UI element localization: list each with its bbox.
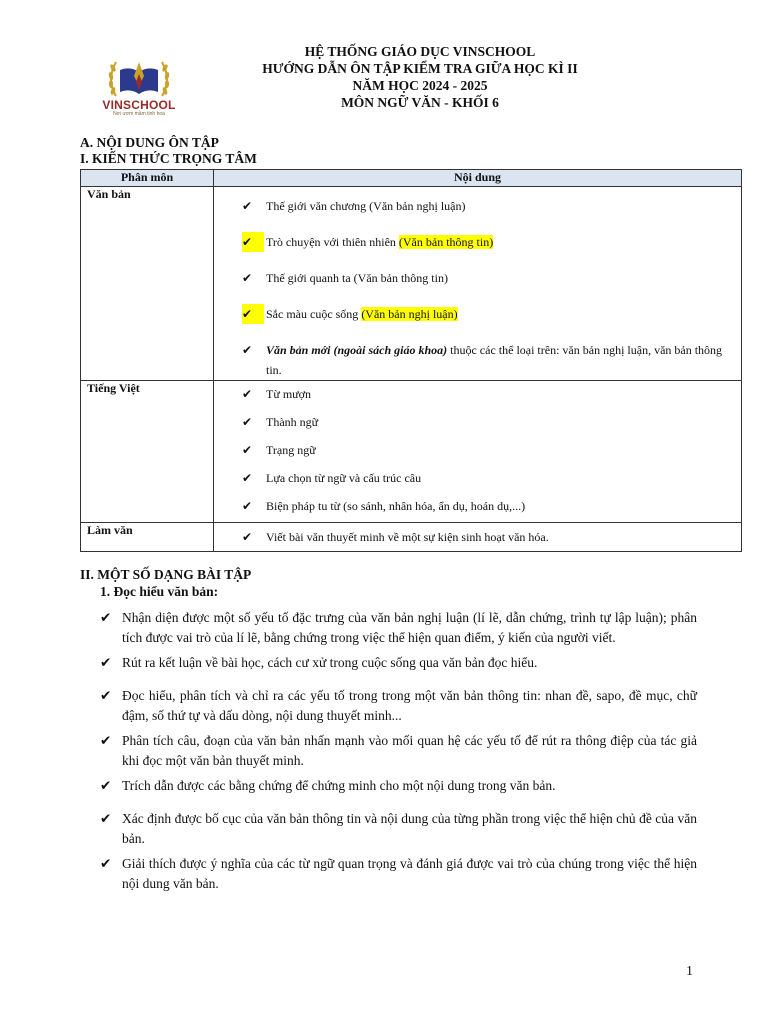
check-icon: ✔ xyxy=(100,655,112,670)
list-item: ✔ Đọc hiểu, phân tích và chỉ ra các yếu tố trong trong một văn bản thông tin: nhan đề, sapo, đề mục, chữ đậm, số thứ tự và dấu dòng, nội dung thuyết minh... xyxy=(100,688,697,723)
check-icon: ✔ xyxy=(100,811,112,826)
check-icon: ✔ xyxy=(100,856,112,871)
table-row xyxy=(81,187,742,381)
check-icon: ✔ xyxy=(100,733,112,748)
header-line-3: NĂM HỌC 2024 - 2025 xyxy=(352,78,488,93)
list-item: ✔ Từ mượn xyxy=(214,384,741,404)
highlighted-text: (Văn bản nghị luận) xyxy=(361,307,458,321)
subject-cell: Làm văn xyxy=(81,523,214,552)
check-icon: ✔ xyxy=(242,387,253,401)
list-item: ✔ Thế giới văn chương (Văn bản nghị luận) xyxy=(214,196,741,216)
content-cell xyxy=(214,187,742,381)
list-item: ✔ Trạng ngữ xyxy=(214,440,741,460)
list-item: ✔ Giải thích được ý nghĩa của các từ ngữ quan trọng và đánh giá được vai trò của chúng trong việc thể hiện nội dung văn bản. xyxy=(100,856,697,891)
list-item: ✔ Lựa chọn từ ngữ và cấu trúc câu xyxy=(214,468,741,488)
check-icon: ✔ xyxy=(242,471,253,485)
highlighted-text: (Văn bản thông tin) xyxy=(398,235,494,249)
check-icon: ✔ xyxy=(242,415,253,429)
table-header-subject: Phân môn xyxy=(81,170,214,187)
section-ii-heading: II. MỘT SỐ DẠNG BÀI TẬP xyxy=(80,567,252,582)
subject-cell: Tiếng Việt xyxy=(81,381,214,523)
content-table xyxy=(80,169,742,552)
logo-wordmark: VINSCHOOL xyxy=(102,98,176,112)
table-row xyxy=(81,381,742,523)
list-item: ✔ Viết bài văn thuyết minh về một sự kiện sinh hoạt văn hóa. xyxy=(214,527,741,547)
content-cell xyxy=(214,523,742,552)
section-i-heading: I. KIẾN THỨC TRỌNG TÂM xyxy=(80,151,257,166)
list-item: ✔ Rút ra kết luận về bài học, cách cư xử trong cuộc sống qua văn bản đọc hiểu. xyxy=(100,653,697,673)
exercise-bullet-list xyxy=(100,608,697,894)
table-header-content: Nội dung xyxy=(214,170,742,187)
vinschool-logo xyxy=(100,56,178,116)
check-icon: ✔ xyxy=(100,778,112,793)
check-icon: ✔ xyxy=(242,232,264,252)
page-number: 1 xyxy=(686,964,693,979)
list-item: ✔ Xác định được bố cục của văn bản thông tin và nội dung của từng phần trong việc thể hiện chủ đề của văn bản. xyxy=(100,811,697,846)
subject-cell: Văn bản xyxy=(81,187,214,381)
document-header xyxy=(200,43,640,111)
check-icon: ✔ xyxy=(242,343,253,357)
check-icon: ✔ xyxy=(242,271,253,285)
content-cell xyxy=(214,381,742,523)
list-item: ✔ Thành ngữ xyxy=(214,412,741,432)
list-item: ✔ Trò chuyện với thiên nhiên (Văn bản thông tin) xyxy=(214,232,741,252)
check-icon: ✔ xyxy=(242,304,264,324)
header-line-1: HỆ THỐNG GIÁO DỤC VINSCHOOL xyxy=(304,44,536,59)
header-line-2: HƯỚNG DẪN ÔN TẬP KIỂM TRA GIỮA HỌC KÌ II xyxy=(262,61,578,76)
list-item: ✔ Trích dẫn được các bằng chứng để chứng minh cho một nội dung trong văn bản. xyxy=(100,776,697,796)
table-header-row xyxy=(81,170,742,187)
list-item: ✔ Sắc màu cuộc sống (Văn bản nghị luận) xyxy=(214,304,741,324)
check-icon: ✔ xyxy=(100,688,112,703)
open-book-icon xyxy=(100,56,178,100)
check-icon: ✔ xyxy=(242,443,253,457)
subsection-1-heading: 1. Đọc hiểu văn bản: xyxy=(100,584,219,599)
list-item: ✔ Biện pháp tu từ (so sánh, nhân hóa, ẩn dụ, hoán dụ,...) xyxy=(214,496,741,516)
emphasis-text: Văn bản mới (ngoài sách giáo khoa) xyxy=(266,343,448,357)
header-line-4: MÔN NGỮ VĂN - KHỐI 6 xyxy=(341,95,499,110)
section-a-heading: A. NỘI DUNG ÔN TẬP xyxy=(80,135,219,150)
list-item: ✔ Văn bản mới (ngoài sách giáo khoa) thuộc các thể loại trên: văn bản nghị luận, văn bản thông tin. xyxy=(214,340,741,380)
check-icon: ✔ xyxy=(242,199,253,213)
check-icon: ✔ xyxy=(242,530,253,544)
list-item: ✔ Phân tích câu, đoạn của văn bản nhấn mạnh vào mối quan hệ các yếu tố để rút ra thông điệp của tác giả khi đọc một văn bản thuyết minh. xyxy=(100,733,697,768)
logo-slogan: Nơi ươm mầm tinh hoa xyxy=(113,111,165,117)
list-item: ✔ Thế giới quanh ta (Văn bản thông tin) xyxy=(214,268,741,288)
table-row xyxy=(81,523,742,552)
list-item: ✔ Nhận diện được một số yếu tố đặc trưng của văn bản nghị luận (lí lẽ, dẫn chứng, trình tự lập luận); phân tích được vai trò của lí lẽ, bằng chứng trong việc thể hiện quan điểm, ý kiến của người viết. xyxy=(100,610,697,645)
check-icon: ✔ xyxy=(100,610,112,625)
check-icon: ✔ xyxy=(242,499,253,513)
